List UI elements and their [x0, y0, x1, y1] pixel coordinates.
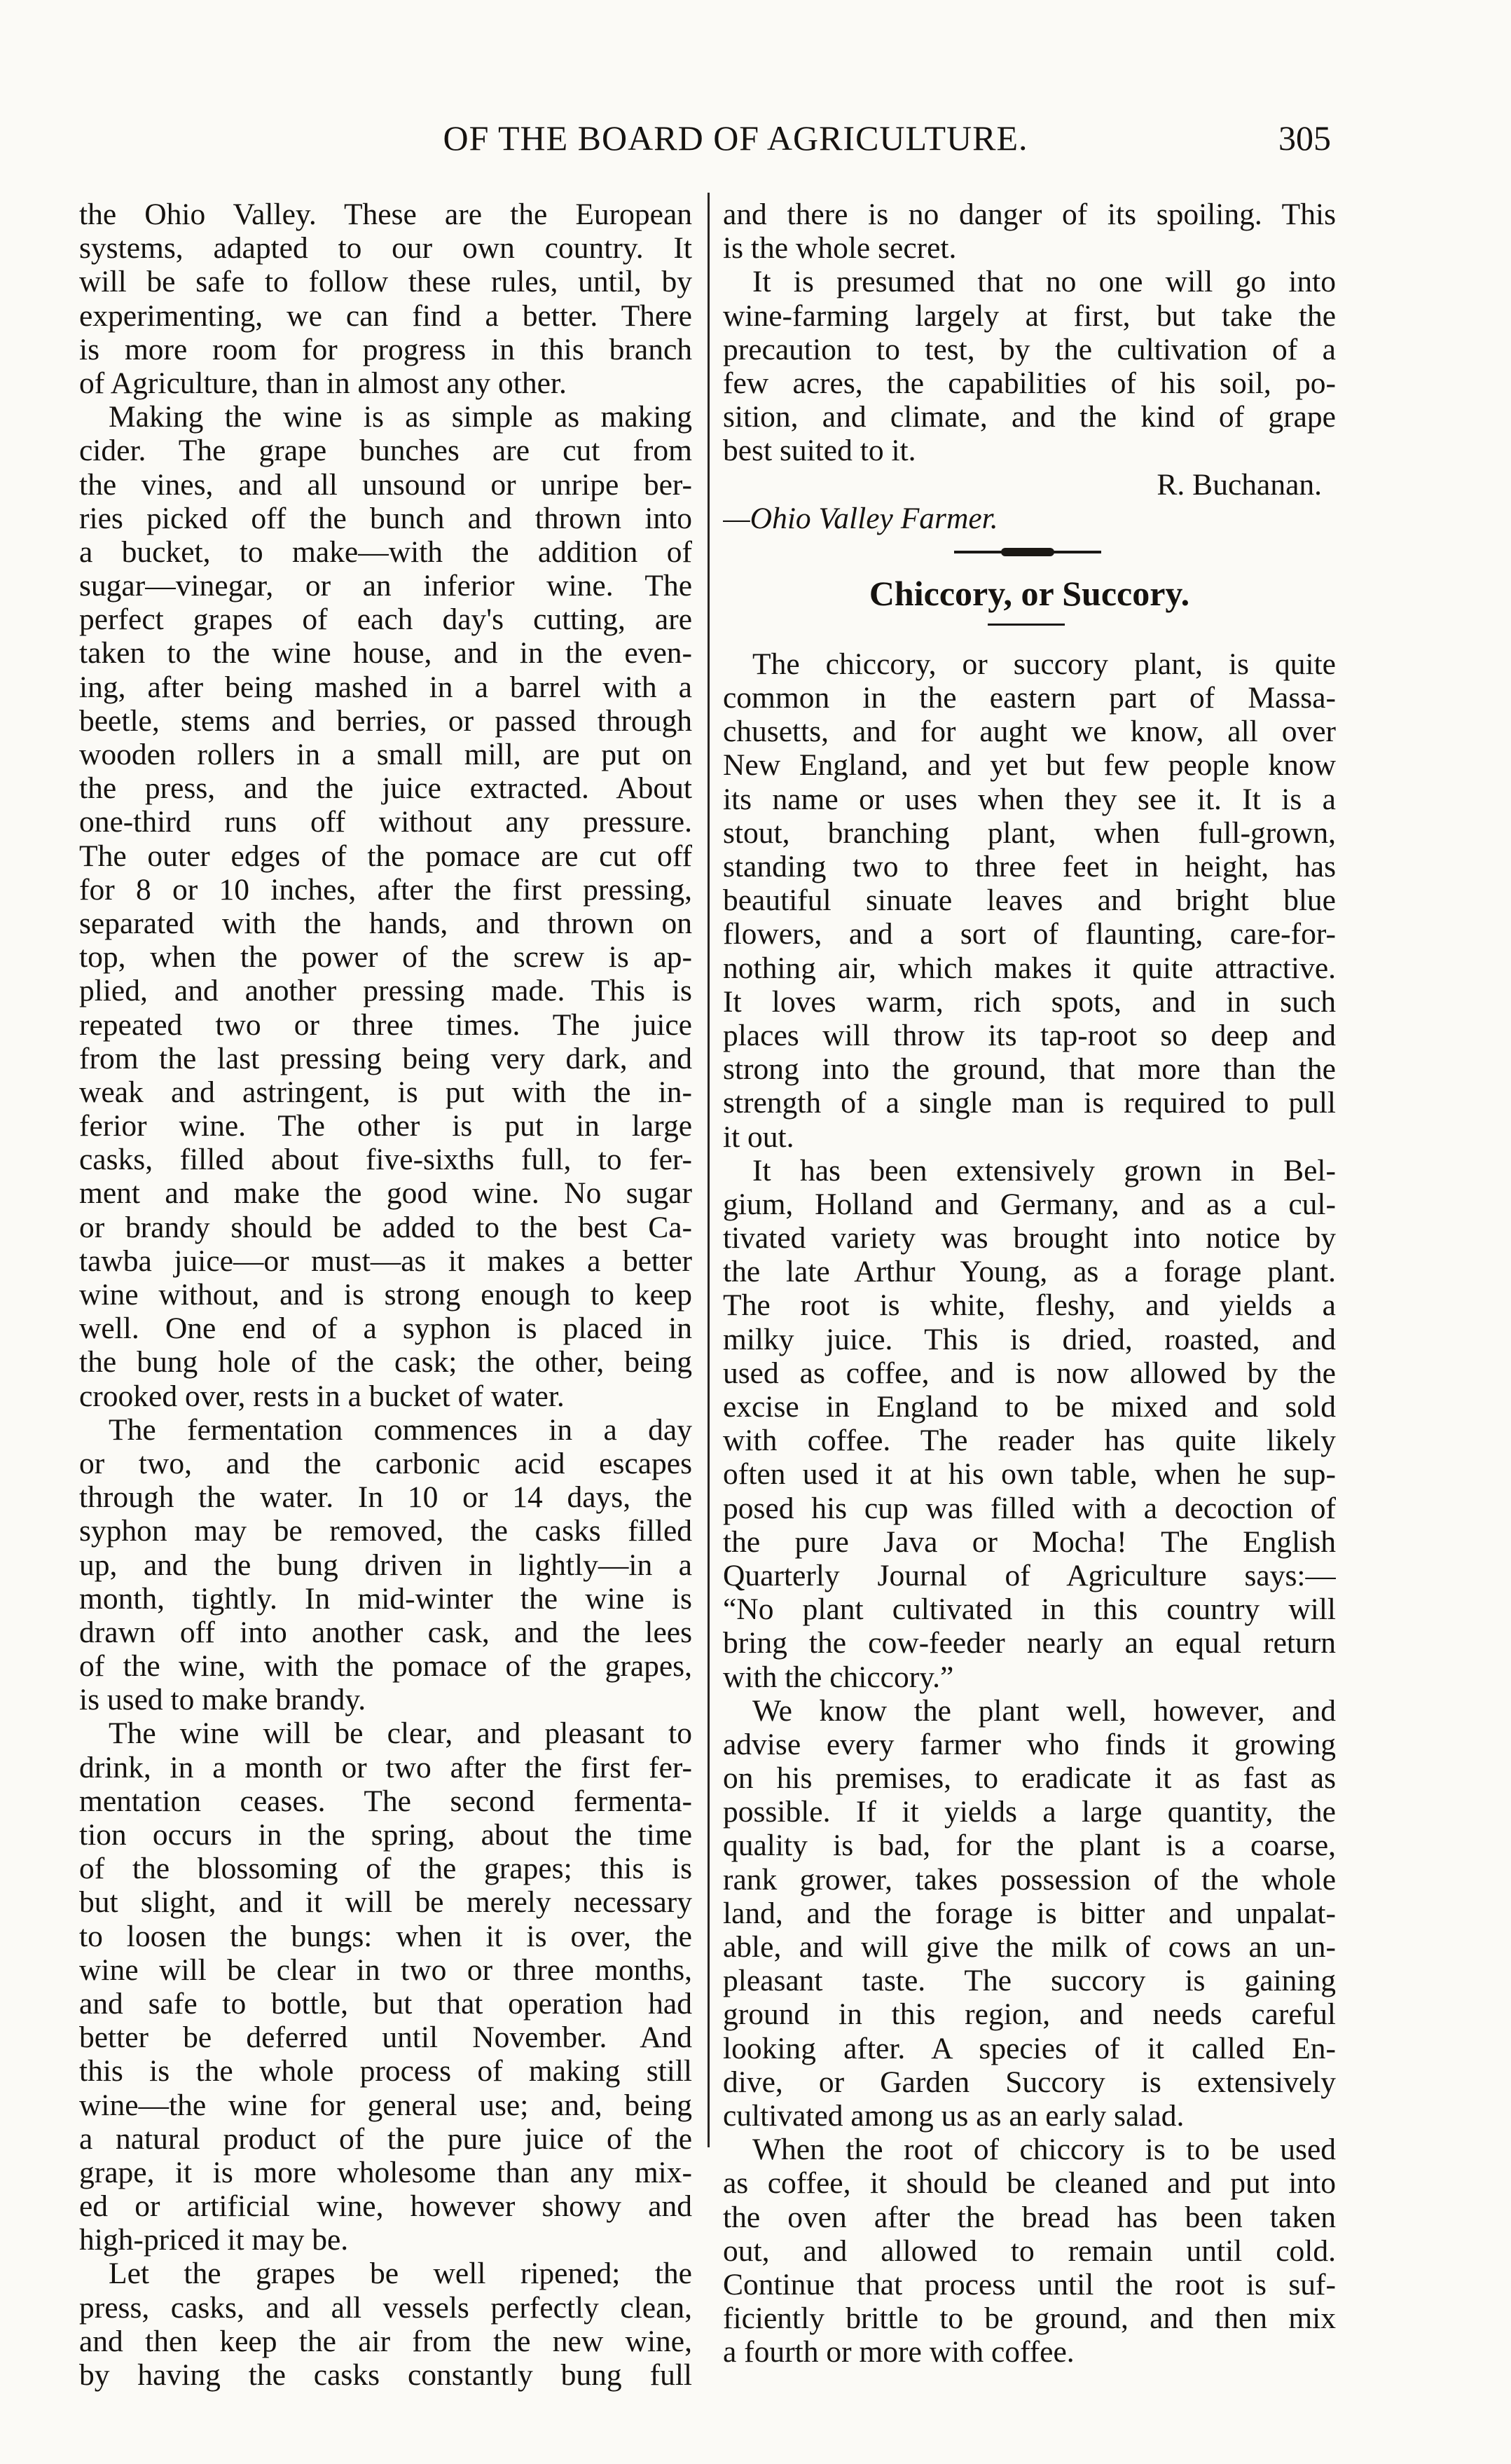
- text-line: cultivated among us as an early salad.: [723, 2098, 1185, 2133]
- text-line: The outer edges of the pomace are cut off: [79, 839, 692, 873]
- text-line: to loosen the bungs: when it is over, the: [79, 1919, 692, 1953]
- text-line: ing, after being mashed in a barrel with a: [79, 670, 692, 704]
- text-line: tawba juice—or must—as it makes a better: [79, 1244, 692, 1278]
- text-line: its name or uses when they see it. It is a: [723, 782, 1336, 816]
- text-line: sition, and climate, and the kind of grape: [723, 400, 1336, 434]
- text-line: used as coffee, and is now allowed by the: [723, 1356, 1336, 1390]
- text-line: with coffee. The reader has quite likely: [723, 1424, 1336, 1458]
- text-line: grape, it is more wholesome than any mix-: [79, 2155, 692, 2189]
- text-line: rank grower, takes possession of the whole: [723, 1862, 1336, 1897]
- text-line: from the last pressing being very dark, and: [79, 1041, 692, 1075]
- text-line: a natural product of the pure juice of the: [79, 2121, 692, 2156]
- text-line: taken to the wine house, and in the even-: [79, 636, 692, 670]
- text-line: wooden rollers in a small mill, are put on: [79, 738, 692, 771]
- text-line: common in the eastern part of Massa-: [723, 681, 1336, 715]
- text-line: or brandy should be added to the best Ca-: [79, 1210, 692, 1244]
- text-line: few acres, the capabilities of his soil, po-: [723, 366, 1336, 400]
- text-line: able, and will give the milk of cows an un-: [723, 1930, 1336, 1964]
- text-line: the bung hole of the cask; the other, being: [79, 1345, 692, 1379]
- text-line: is the whole secret.: [723, 231, 957, 266]
- text-line: month, tightly. In mid-winter the wine is: [79, 1581, 692, 1616]
- text-line: ground in this region, and needs careful: [723, 1997, 1336, 2032]
- text-line: Quarterly Journal of Agriculture says:—: [723, 1558, 1336, 1592]
- text-line: by having the casks constantly bung full: [79, 2358, 692, 2392]
- text-line: excise in England to be mixed and sold: [723, 1390, 1336, 1424]
- text-line: The fermentation commences in a day: [109, 1412, 692, 1447]
- text-line: wine without, and is strong enough to keep: [79, 1278, 692, 1312]
- text-line: The root is white, fleshy, and yields a: [723, 1288, 1336, 1323]
- section-separator: [723, 535, 1336, 569]
- text-line: When the root of chiccory is to be used: [752, 2133, 1336, 2167]
- text-line: quality is bad, for the plant is a coarse,: [723, 1829, 1336, 1863]
- text-line: bring the cow-feeder nearly an equal return: [723, 1626, 1336, 1660]
- text-line: is more room for progress in this branch: [79, 332, 692, 366]
- text-line: and safe to bottle, but that operation had: [79, 1986, 692, 2021]
- text-line: separated with the hands, and thrown on: [79, 906, 692, 940]
- text-line: sugar—vinegar, or an inferior wine. The: [79, 569, 692, 603]
- text-line: nothing air, which makes it quite attractive.: [723, 951, 1336, 985]
- text-line: We know the plant well, however, and: [752, 1693, 1336, 1728]
- text-line: mentation ceases. The second fermenta-: [79, 1784, 692, 1818]
- text-line: best suited to it.: [723, 434, 916, 468]
- text-line: casks, filled about five-sixths full, to fer-: [79, 1143, 692, 1177]
- text-line: plied, and another pressing made. This is: [79, 974, 692, 1008]
- text-line: strong into the ground, that more than the: [723, 1052, 1336, 1087]
- text-line: and there is no danger of its spoiling. This: [723, 198, 1336, 231]
- text-line: high-priced it may be.: [79, 2223, 349, 2257]
- text-line: It has been extensively grown in Bel-: [752, 1153, 1336, 1188]
- text-line: strength of a single man is required to pull: [723, 1086, 1336, 1120]
- text-line: beautiful sinuate leaves and bright blue: [723, 883, 1336, 918]
- text-line: as coffee, it should be cleaned and put into: [723, 2166, 1336, 2201]
- text-line: drawn off into another cask, and the lees: [79, 1615, 692, 1649]
- text-line: of Agriculture, than in almost any other.: [79, 366, 567, 400]
- running-title: OF THE BOARD OF AGRICULTURE.: [443, 118, 1028, 158]
- text-line: and then keep the air from the new wine,: [79, 2324, 692, 2358]
- text-line: through the water. In 10 or 14 days, the: [79, 1480, 692, 1515]
- text-line: stout, branching plant, when full-grown,: [723, 815, 1336, 850]
- text-line: It is presumed that no one will go into: [752, 265, 1336, 299]
- text-line: pleasant taste. The succory is gaining: [723, 1964, 1336, 1998]
- text-line: for 8 or 10 inches, after the first pressing,: [79, 872, 692, 907]
- text-line: New England, and yet but few people know: [723, 748, 1336, 783]
- text-line: one-third runs off without any pressure.: [79, 805, 692, 839]
- text-line: cider. The grape bunches are cut from: [79, 434, 692, 468]
- text-line: gium, Holland and Germany, and as a cul-: [723, 1187, 1336, 1221]
- text-line: weak and astringent, is put with the in-: [79, 1075, 692, 1109]
- text-line: “No plant cultivated in this country will: [723, 1592, 1336, 1627]
- text-line: flowers, and a sort of flaunting, care-for-: [723, 917, 1336, 951]
- text-line: of the wine, with the pomace of the grapes,: [79, 1649, 692, 1684]
- text-line: beetle, stems and berries, or passed through: [79, 703, 692, 738]
- source-name: —Ohio Valley Farmer.: [723, 501, 998, 535]
- text-line: out, and allowed to remain until cold.: [723, 2234, 1336, 2268]
- separator-ornament: [1001, 548, 1054, 556]
- author-signature: R. Buchanan.: [1157, 467, 1322, 502]
- text-line: tivated variety was brought into notice by: [723, 1221, 1336, 1255]
- text-line: tion occurs in the spring, about the time: [79, 1818, 692, 1852]
- text-line: often used it at his own table, when he sup-: [723, 1457, 1336, 1492]
- text-line: the Ohio Valley. These are the European: [79, 198, 692, 231]
- text-line: wine will be clear in two or three months,: [79, 1953, 692, 1987]
- text-line: will be safe to follow these rules, until, by: [79, 265, 692, 299]
- text-line: a fourth or more with coffee.: [723, 2335, 1075, 2369]
- text-line: ment and make the good wine. No sugar: [79, 1176, 692, 1211]
- text-line: ed or artificial wine, however showy and: [79, 2189, 692, 2224]
- text-line: standing two to three feet in height, has: [723, 850, 1336, 883]
- text-line: chusetts, and for aught we know, all over: [723, 715, 1336, 749]
- page-number: 305: [1278, 118, 1331, 158]
- text-line: with the chiccory.”: [723, 1660, 954, 1694]
- text-line: crooked over, rests in a bucket of water.: [79, 1379, 565, 1413]
- text-line: a bucket, to make—with the addition of: [79, 535, 692, 569]
- text-line: on his premises, to eradicate it as fast as: [723, 1761, 1336, 1796]
- text-line: It loves warm, rich spots, and in such: [723, 984, 1336, 1019]
- text-line: of the blossoming of the grapes; this is: [79, 1852, 692, 1886]
- text-line: well. One end of a syphon is placed in: [79, 1312, 692, 1346]
- text-line: The wine will be clear, and pleasant to: [109, 1716, 692, 1751]
- text-line: but slight, and it will be merely necessary: [79, 1885, 692, 1920]
- text-line: Continue that process until the root is suf-: [723, 2267, 1336, 2301]
- text-line: looking after. A species of it called En-: [723, 2031, 1336, 2065]
- text-line: posed his cup was filled with a decoction of: [723, 1491, 1336, 1525]
- text-line: Making the wine is as simple as making: [109, 400, 692, 434]
- text-line: ferior wine. The other is put in large: [79, 1109, 692, 1143]
- column-divider: [708, 193, 710, 2147]
- text-line: the late Arthur Young, as a forage plant.: [723, 1255, 1336, 1289]
- text-line: wine—the wine for general use; and, being: [79, 2088, 692, 2122]
- text-line: the vines, and all unsound or unripe ber-: [79, 467, 692, 502]
- source-credit: [723, 502, 1336, 535]
- text-line: syphon may be removed, the casks filled: [79, 1514, 692, 1548]
- title-rule: [988, 624, 1065, 626]
- text-line: better be deferred until November. And: [79, 2021, 692, 2055]
- text-line: perfect grapes of each day's cutting, are: [79, 603, 692, 637]
- text-line: possible. If it yields a large quantity, the: [723, 1795, 1336, 1829]
- article-title: Chiccory, or Succory.: [869, 573, 1190, 613]
- text-line: up, and the bung driven in lightly—in a: [79, 1548, 692, 1582]
- text-line: or two, and the carbonic acid escapes: [79, 1446, 692, 1480]
- text-line: press, casks, and all vessels perfectly clean,: [79, 2290, 692, 2325]
- text-line: ficiently brittle to be ground, and then mix: [723, 2301, 1336, 2336]
- text-line: precaution to test, by the cultivation of a: [723, 332, 1336, 366]
- text-line: systems, adapted to our own country. It: [79, 231, 692, 266]
- text-line: experimenting, we can find a better. There: [79, 298, 692, 333]
- text-line: the pure Java or Mocha! The English: [723, 1524, 1336, 1559]
- title-underline: [723, 618, 1336, 647]
- text-line: advise every farmer who finds it growing: [723, 1727, 1336, 1761]
- text-line: milky juice. This is dried, roasted, and: [723, 1322, 1336, 1356]
- text-line: Let the grapes be well ripened; the: [109, 2257, 692, 2291]
- text-line: repeated two or three times. The juice: [79, 1007, 692, 1042]
- left-column: [79, 198, 692, 2392]
- text-line: is used to make brandy.: [79, 1683, 366, 1717]
- text-line: ries picked off the bunch and thrown into: [79, 501, 692, 535]
- page-header: [0, 118, 1511, 174]
- text-line: the press, and the juice extracted. About: [79, 771, 692, 806]
- text-line: the oven after the bread has been taken: [723, 2200, 1336, 2234]
- text-line: dive, or Garden Succory is extensively: [723, 2065, 1336, 2099]
- text-line: top, when the power of the screw is ap-: [79, 940, 692, 975]
- text-line: it out.: [723, 1120, 794, 1154]
- text-line: land, and the forage is bitter and unpalat-: [723, 1896, 1336, 1930]
- text-line: The chiccory, or succory plant, is quite: [752, 647, 1336, 681]
- text-line: this is the whole process of making still: [79, 2054, 692, 2088]
- right-column: [723, 198, 1336, 2369]
- text-line: drink, in a month or two after the first fer-: [79, 1750, 692, 1784]
- text-line: places will throw its tap-root so deep and: [723, 1018, 1336, 1052]
- text-line: wine-farming largely at first, but take the: [723, 298, 1336, 333]
